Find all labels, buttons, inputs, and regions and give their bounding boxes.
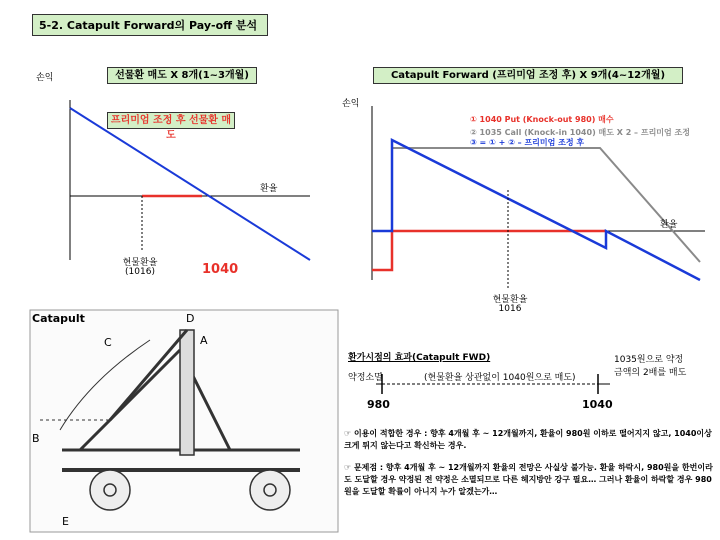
image-letter-b: B (32, 432, 40, 445)
legend-item-1: ① 1040 Put (Knock-out 980) 매수 (470, 115, 614, 124)
right-spot-value: 1016 (498, 304, 522, 314)
catapult-illustration (30, 310, 338, 532)
range-high: 1040 (582, 398, 613, 411)
left-header: 선물환 매도 X 8개(1~3개월) (107, 67, 257, 84)
range-low: 980 (367, 398, 390, 411)
legend-item-2: ② 1035 Call (Knock-in 1040) 매도 X 2 – 프리미엄 조정 (470, 128, 690, 137)
left-ylabel: 손익 (36, 73, 54, 83)
legend-item-3: ③ = ① + ② – 프리미엄 조정 후 (470, 138, 585, 147)
left-line-label: 프리미엄 조정 후 선물환 매도 (107, 112, 235, 129)
page-title: 5-2. Catapult Forward의 Pay-off 분석 (32, 14, 268, 36)
right-blue-line (372, 140, 700, 280)
left-xlabel: 환율 (260, 184, 278, 194)
right-gray-line (372, 148, 700, 262)
note-problem: ☞ 문제점 : 향후 4개월 후 ~ 12개월까지 환율의 전망은 사실상 불가능. 환율 하락시, 980원을 한번이라도 도달할 경우 약정된 전 약정은 소멸되므로 다른 헤지방안 강구 필요… 그러나 환율이 하락할 경우 980원을 도달할 확률이 아니지 누가 알겠는가… (344, 463, 713, 496)
range-title: 환가시점의 효과(Catapult FWD) (348, 353, 491, 363)
range-right-note: 1035원으로 약정 금액의 2배를 매도 (614, 355, 687, 378)
image-letter-d: D (186, 312, 195, 325)
range-left: 약정소멸 (348, 373, 383, 383)
right-red-line (372, 231, 606, 270)
right-xlabel: 환율 (660, 220, 678, 230)
image-letter-e: E (62, 515, 69, 528)
right-ylabel: 손익 (342, 99, 360, 109)
catapult-label: Catapult (32, 312, 85, 325)
left-spot-label: 현물환율 (122, 258, 158, 268)
right-header: Catapult Forward (프리미엄 조정 후) X 9개(4~12개월) (373, 67, 683, 84)
right-spot-label: 현물환율 (492, 295, 528, 305)
image-letter-a: A (200, 334, 208, 347)
image-letter-c: C (104, 336, 112, 349)
range-middle: (현물환율 상관없이 1040원으로 매도) (424, 373, 576, 383)
left-spot-value: (1016) (125, 267, 155, 277)
left-strike-label: 1040 (202, 262, 239, 277)
note-suitable: ☞ 이용이 적합한 경우 : 향후 4개월 후 ~ 12개월까지, 환율이 980원 이하로 떨어지지 않고, 1040이상 크게 튀지 않는다고 확신하는 경우. (344, 429, 712, 450)
left-forward-line (70, 108, 310, 260)
